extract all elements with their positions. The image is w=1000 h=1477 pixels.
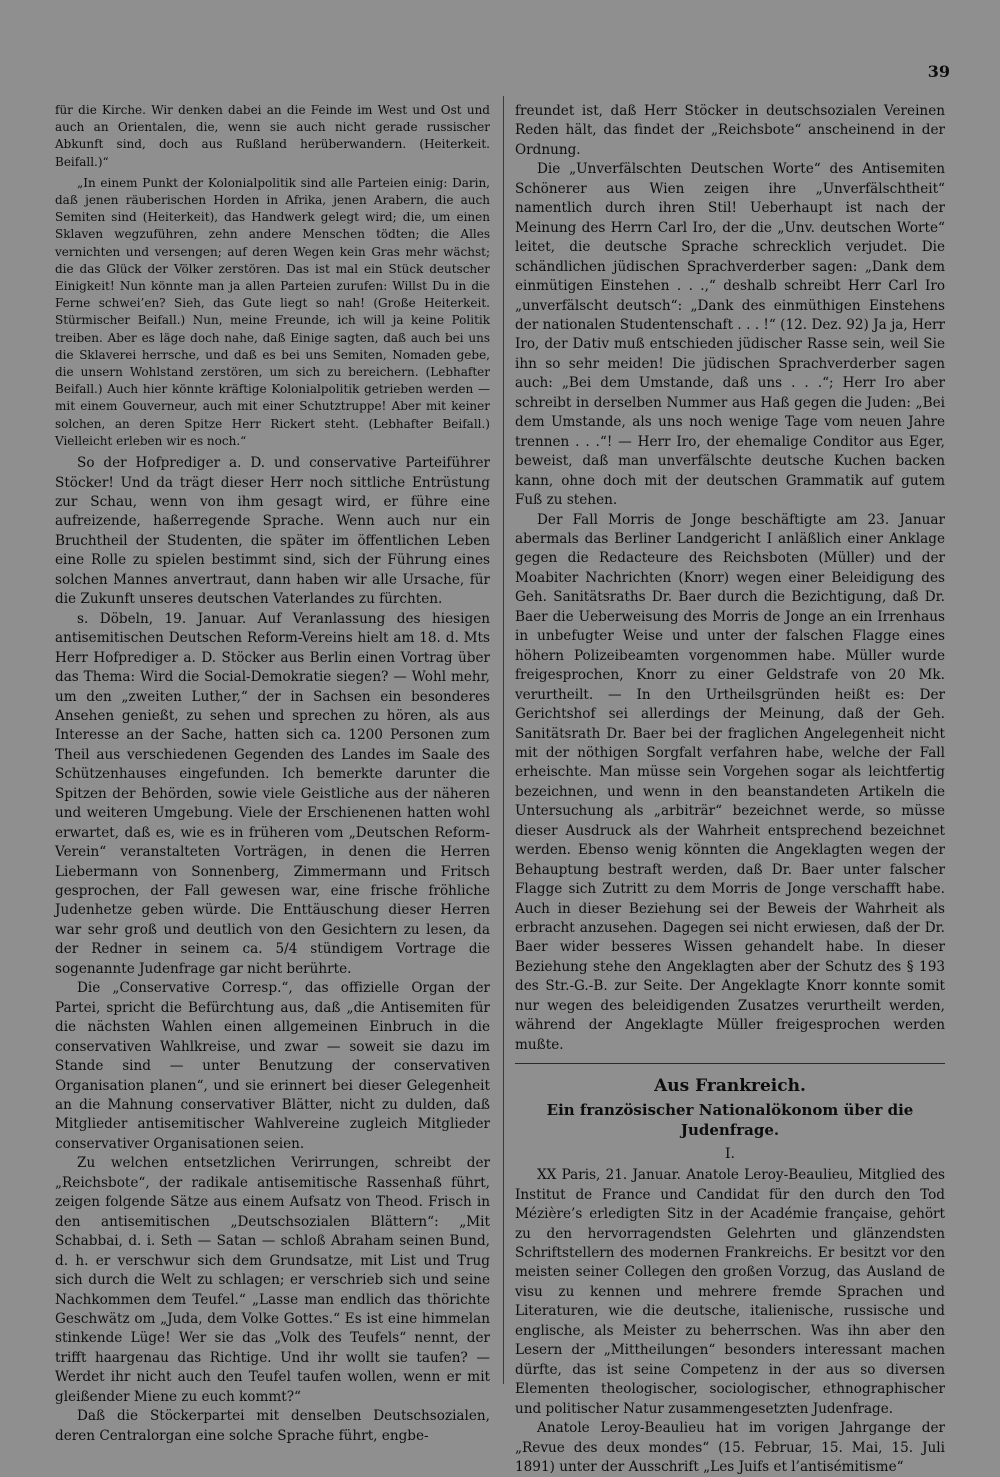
paragraph: „In einem Punkt der Kolonialpolitik sind alle Parteien einig: Darin, daß jenen räuberischen Horden in Afrika, jenen Arabern, die auch Semiten sind (Heiterkeit), das Handwerk gelegt wird; die, um einen Sklaven wegzuführen, zehn andere Menschen tödten; die Alles vernichten und versengen; auf deren Wegen kein Gras mehr wächst; die das Glück der Völker zerstören. Das ist mal ein Stück deutscher Einigkeit! Nun könnte man ja allen Parteien zurufen: Willst Du in die Ferne schwei’en? Sieh, das Gute liegt so nah! (Große Heiterkeit. Stürmischer Beifall.) Nun, meine Freunde, ich will ja keine Politik treiben. Aber es läge doch nahe, daß Einige sagten, daß auch bei uns die Sklaverei herrsche, und daß es bei uns Semiten, Nomaden gebe, die unsern Wohlstand zerstören, um sich zu bereichern. (Lebhafter Beifall.) Auch hier könnte kräftige Kolonialpolitik getrieben werden — mit einem Gouverneur, auch mit einer Schutztruppe! Aber mit keiner solchen, an deren Spitze Herr Rickert steht. (Lebhafter Beifall.) Vielleicht erleben wir es noch.“ [55,175,490,448]
section-rule [515,1063,945,1064]
column-divider [503,96,504,1384]
paragraph: freundet ist, daß Herr Stöcker in deutschsozialen Vereinen Reden hält, das findet der „Reichsbote“ anscheinend in der Ordnung. [515,103,945,158]
paragraph: Die „Unverfälschten Deutschen Worte“ des Antisemiten Schönerer aus Wien zeigen ihre „Unverfälschtheit“ namentlich durch ihren Stil! Ueberhaupt ist nach der Meinung des Herrn Carl Iro, der die „Unv. deutschen Worte“ leitet, die deutsche Sprache schrecklich verjudet. Die schändlichen jüdischen Sprachverderber sagen: „Dank dem einmütigen Einstehen . . .,“ deshalb schreibt Herr Carl Iro „unverfälscht deutsch“: „Dank des einmüthigen Einstehens der nationalen Studentenschaft . . . !“ (12. Dez. 92) Ja ja, Herr Iro, der Dativ muß entschieden jüdischer Rasse sein, weil Sie ihn so sehr meiden! Die jüdischen Sprachverderber sagen auch: „Bei dem Umstande, daß uns . . .“; Herr Iro aber schreibt in derselben Nummer aus Haß gegen die Juden: „Bei dem Umstande, als uns noch wenige Tage vom neuen Jahre trennen . . .“! — Herr Iro, der ehemalige Conditor aus Eger, beweist, daß man unverfälschte deutsche Kuchen backen kann, ohne doch mit der deutschen Grammatik auf gutem Fuß zu stehen. [515,161,945,509]
paragraph: Der Fall Morris de Jonge beschäftigte am 23. Januar abermals das Berliner Landgericht I anläßlich einer Anklage gegen die Redacteure des Reichsboten (Müller) und der Moabiter Nachrichten (Knorr) wegen einer Beleidigung des Geh. Sanitätsraths Dr. Baer durch die Bezichtigung, daß Dr. Baer die Ueberweisung des Morris de Jonge an ein Irrenhaus in unbefugter Weise und unter der falschen Flagge eines höhern Polizeibeamten vorgenommen habe. Müller wurde freigesprochen, Knorr zu einer Geldstrafe von 20 Mk. verurtheilt. — In den Urtheilsgründen heißt es: Der Gerichtshof sei allerdings der Meinung, daß der Geh. Sanitätsrath Dr. Baer bei der fraglichen Angelegenheit nicht mit der nöthigen Sorgfalt verfahren habe, welche der Fall erheischte. Man müsse sein Vorgehen sogar als leichtfertig bezeichnen, und wenn in den beanstandeten Artikeln die Untersuchung als „arbiträr“ bezeichnet werde, so müsse dieser Ausdruck als der Wahrheit entsprechend bezeichnet werden. Ebenso wenig könnten die Angeklagten wegen der Behauptung bestraft werden, daß Dr. Baer unter falscher Flagge sich Zutritt zu dem Morris de Jonge verschafft habe. Auch in dieser Beziehung sei der Beweis der Wahrheit als erbracht anzusehen. Dagegen sei nicht erwiesen, daß der Dr. Baer wider besseres Wissen gehandelt habe. In dieser Beziehung stehe den Angeklagten aber der Schutz des § 193 des Str.-G.-B. zur Seite. Der Angeklagte Knorr konnte somit nur wegen des beleidigenden Zusatzes verurtheilt werden, während der Angeklagte Müller freigesprochen werden mußte. [515,511,945,1053]
section-title: Aus Frankreich. [654,1076,806,1097]
paragraph: Anatole Leroy-Beaulieu hat im vorigen Jahrgange der „Revue des deux mondes“ (15. Februar, 15. Mai, 15. Juli 1891) unter der Ausschrift „Les Juifs et l’antisémitisme“ [515,1420,945,1475]
paragraph: Daß die Stöckerpartei mit denselben Deutschsozialen, deren Centralorgan eine solche Sprache führt, engbe- [55,1408,490,1444]
page-number: 39 [927,62,950,81]
paragraph: Zu welchen entsetzlichen Verirrungen, schreibt der „Reichsbote“, der radikale antisemitische Rassenhaß führt, zeigen folgende Sätze aus einem Aufsatz von Theod. Frisch in den antisemitischen „Deutschsozialen Blättern“: „Mit Schabbai, d. i. Seth — Satan — schloß Abraham seinen Bund, d. h. er verschwur sich dem Grundsatze, mit List und Trug sich durch die Welt zu schlagen; er verschrieb sich und seine Nachkommen dem Teufel.“ „Lasse man endlich das thörichte Geschwätz om „Juda, dem Volke Gottes.“ Es ist eine himmelan stinkende Lüge! Wer sie das „Volk des Teufels“ nennt, der trifft haargenau das Richtige. Und ihr wollt sie taufen? — Werdet ihr nicht auch den Teufel taufen wollen, wenn er mit gleißender Miene zu euch kommt?“ [55,1155,490,1405]
left-column [55,102,490,1444]
right-column [515,102,945,1475]
paragraph: für die Kirche. Wir denken dabei an die Feinde im West und Ost und auch an Orientalen, die, wenn sie auch nicht gerade russischer Abkunft sind, doch aus Rußland herüberwandern. (Heiterkeit. Beifall.)“ [55,103,490,169]
paragraph: s. Döbeln, 19. Januar. Auf Veranlassung des hiesigen antisemitischen Deutschen Reform-Vereins hielt am 18. d. Mts Herr Hofprediger a. D. Stöcker aus Berlin einen Vortrag über das Thema: Wird die Social-Demokratie siegen? — Wohl mehr, um den „zweiten Luther,“ der in Sachsen ein besonderes Ansehen genießt, zu sehen und sprechen zu hören, als aus Interesse an der Sache, hatten sich ca. 1200 Personen zum Theil aus verschiedenen Gegenden des Landes im Saale des Schützenhauses eingefunden. Ich bemerkte darunter die Spitzen der Behörden, sowie viele Geistliche aus der näheren und weiteren Umgebung. Viele der Erschienenen hatten wohl erwartet, daß es, wie es in früheren vom „Deutschen Reform-Verein“ veranstalteten Vorträgen, in denen die Herren Liebermann von Sonnenberg, Zimmermann und Fritsch gesprochen, der Fall gewesen war, eine frische fröhliche Judenhetze geben würde. Die Enttäuschung dieser Herren war sehr groß und deutlich von den Gesichtern zu lesen, da der Redner in seinem ca. 5/4 stündigem Vortrage die sogenannte Judenfrage gar nicht berührte. [55,610,490,977]
paragraph: So der Hofprediger a. D. und conservative Parteiführer Stöcker! Und da trägt dieser Herr noch sittliche Entrüstung zur Schau, wenn von ihm gesagt wird, er führe eine aufreizende, haßerregende Sprache. Wenn auch nur ein Bruchtheil der Studenten, die später im öffentlichen Leben eine Rolle zu spielen bestimmt sind, sich der Führung eines solchen Mannes anvertraut, dann haben wir alle Ursache, für die Zukunft unseres deutschen Vaterlandes zu fürchten. [55,455,490,608]
paragraph: Die „Conservative Corresp.“, das offizielle Organ der Partei, spricht die Befürchtung aus, daß „die Antisemiten für die nächsten Wahlen einen allgemeinen Einbruch in die conservativen Wahlkreise, und zwar — soweit sie dazu im Stande sind — unter Benutzung der conservativen Organisation planen“, und sie erinnert bei dieser Gelegenheit an die Mahnung conservativer Blätter, nicht zu dulden, daß Mitglieder antisemitischer Wahlvereine zugleich Mitglieder conservativer Organisationen seien. [55,980,490,1152]
paragraph: XX Paris, 21. Januar. Anatole Leroy-Beaulieu, Mitglied des Institut de France und Candidat für den durch den Tod Mézière’s erledigten Sitz in der Académie française, gehört zu den hervorragendsten Gelehrten und glänzendsten Schriftstellern des modernen Frankreichs. Er besitzt vor den meisten seiner Collegen den großen Vorzug, das Ausland de visu zu kennen und mehrere fremde Sprachen und Literaturen, wie die deutsche, italienische, russische und englische, als Meister zu beherrschen. Was ihn aber den Lesern der „Mittheilungen“ besonders interessant machen dürfte, das ist seine Competenz in der aus so diversen Elementen theologischer, sociologischer, ethnographischer und politischer Natur zusammengesetzten Judenfrage. [515,1167,945,1417]
section-subtitle: Ein französischer Nationalökonom über die Judenfrage. [546,1101,914,1140]
section-number: I. [725,1146,735,1163]
